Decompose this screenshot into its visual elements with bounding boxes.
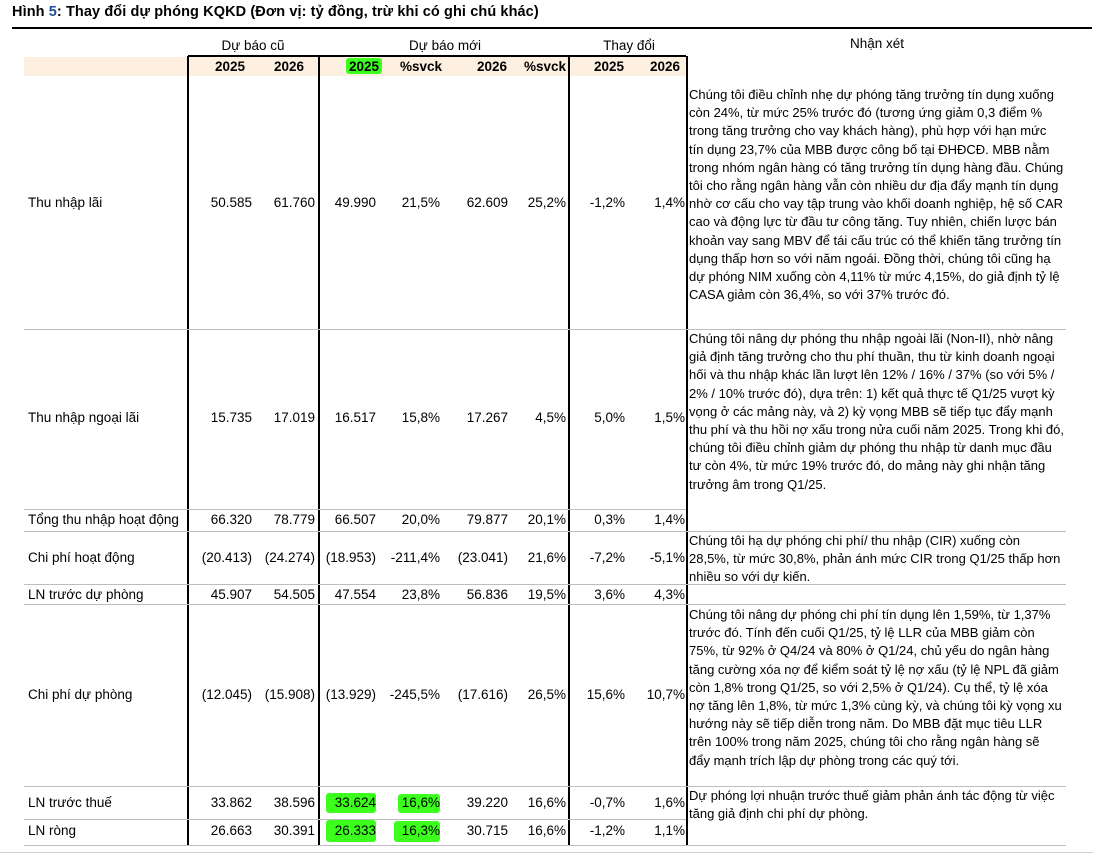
header-comment: Nhận xét bbox=[849, 36, 905, 51]
cell-yoy-2025: 15,8% bbox=[401, 410, 440, 425]
comment-pretax-profit: Dự phóng lợi nhuận trước thuế giảm phản ánh tác động từ việc tăng giả định chi phí dự phòng. bbox=[689, 788, 1055, 822]
cell-change-2026: 1,5% bbox=[654, 410, 685, 425]
header-new-2026: 2026 bbox=[476, 59, 508, 74]
cell-yoy-2025: -211,4% bbox=[390, 550, 440, 565]
caption-rule bbox=[12, 27, 1092, 29]
cell-change-2026: 10,7% bbox=[646, 687, 685, 702]
cell-old-2026: 61.760 bbox=[273, 195, 315, 210]
header-new-forecast: Dự báo mới bbox=[409, 38, 481, 53]
header-line bbox=[188, 55, 686, 57]
figure-caption bbox=[12, 4, 539, 20]
column-divider bbox=[686, 56, 688, 846]
cell-new-2025: 33.624 bbox=[334, 795, 376, 810]
cell-yoy-2025: 16,6% bbox=[401, 795, 440, 810]
cell-change-2026: 1,4% bbox=[654, 195, 685, 210]
row-label: Chi phí hoạt động bbox=[28, 550, 135, 565]
cell-old-2026: 78.779 bbox=[273, 512, 315, 527]
cell-change-2025: -1,2% bbox=[589, 823, 625, 838]
cell-new-2025: 66.507 bbox=[334, 512, 376, 527]
cell-new-2026: 17.267 bbox=[466, 410, 508, 425]
comment-provision-expense: Chúng tôi nâng dự phóng chi phí tín dụng lên 1,59%, từ 1,37% trước đó. Tính đến cuối Q1/25, tỷ lệ LLR của MBB giảm còn 75%, từ 92% ở Q4/24 và 80% ở Q1/24, chủ yếu do ngân hàng tăng cường xóa nợ để kiểm soát tỷ lệ nợ xấu (tỷ lệ NPL đã giảm còn 1,8% trong Q1/25, so với 2,5% ở Q1/24). Cụ thể, tỷ lệ xóa nợ tăng lên 1,8%, từ mức 1,3% cùng kỳ, và chúng tôi kỳ vọng xu hướng này sẽ tiếp diễn trong năm. Do MBB đặt mục tiêu LLR trên 100% trong năm 2025, chúng tôi cho rằng ngân hàng sẽ đẩy mạnh trích lập dự phòng trong các quý tới. bbox=[689, 607, 1062, 768]
cell-change-2025: 3,6% bbox=[594, 587, 625, 602]
row-divider bbox=[24, 845, 1066, 846]
row-divider bbox=[24, 604, 1066, 605]
cell-yoy-2025: 23,8% bbox=[401, 587, 440, 602]
cell-yoy-2026: 20,1% bbox=[527, 512, 566, 527]
cell-yoy-2025: 20,0% bbox=[401, 512, 440, 527]
cell-change-2025: -7,2% bbox=[589, 550, 625, 565]
header-old-2026: 2026 bbox=[273, 59, 305, 74]
cell-new-2025: (18.953) bbox=[325, 550, 376, 565]
cell-new-2026: 79.877 bbox=[466, 512, 508, 527]
cell-old-2025: 26.663 bbox=[210, 823, 252, 838]
cell-change-2026: 1,1% bbox=[654, 823, 685, 838]
cell-old-2025: 66.320 bbox=[210, 512, 252, 527]
column-divider bbox=[318, 56, 320, 846]
page-bottom-rule bbox=[0, 852, 1093, 853]
cell-old-2026: 38.596 bbox=[273, 795, 315, 810]
cell-old-2026: 30.391 bbox=[273, 823, 315, 838]
caption-text: : Thay đổi dự phóng KQKD (Đơn vị: tỷ đồng, trừ khi có ghi chú khác) bbox=[56, 4, 539, 20]
header-new-yoy-2025: %svck bbox=[399, 59, 443, 74]
cell-yoy-2026: 25,2% bbox=[527, 195, 566, 210]
cell-old-2025: 33.862 bbox=[210, 795, 252, 810]
row-label: Thu nhập ngoại lãi bbox=[28, 410, 140, 425]
cell-change-2025: 0,3% bbox=[594, 512, 625, 527]
comment-non-interest-income: Chúng tôi nâng dự phóng thu nhập ngoài lãi (Non-II), nhờ nâng giả định tăng trưởng cho thu phí thuần, thu từ kinh doanh ngoại hối và thu nhập khác lần lượt lên 12% / 16% / 37% (so với 5% / 2% / 10% trước đó), dựa trên: 1) kết quả thực tế Q1/25 vượt kỳ vọng ở các mảng này, và 2) kỳ vọng MBB sẽ tiếp tục đẩy mạnh thu phí và thu hồi nợ xấu trong nửa cuối năm 2025. Trong khi đó, chúng tôi điều chỉnh giảm dự phóng thu nhập từ danh mục đầu tư còn 4%, từ mức 19% trước đó, do mảng này ghi nhận tăng trưởng âm trong Q1/25. bbox=[689, 331, 1064, 492]
cell-change-2025: 5,0% bbox=[594, 410, 625, 425]
cell-yoy-2026: 19,5% bbox=[527, 587, 566, 602]
row-label: LN trước thuế bbox=[28, 795, 112, 810]
cell-change-2026: 1,6% bbox=[654, 795, 685, 810]
cell-yoy-2025: 16,3% bbox=[401, 823, 440, 838]
header-change-2026: 2026 bbox=[649, 59, 681, 74]
cell-yoy-2026: 16,6% bbox=[527, 823, 566, 838]
header-old-2025: 2025 bbox=[214, 59, 246, 74]
cell-yoy-2026: 16,6% bbox=[527, 795, 566, 810]
cell-old-2025: 50.585 bbox=[210, 195, 252, 210]
cell-old-2025: 15.735 bbox=[210, 410, 252, 425]
caption-prefix: Hình bbox=[12, 4, 49, 20]
row-label: Chi phí dự phòng bbox=[28, 687, 133, 702]
cell-yoy-2026: 4,5% bbox=[535, 410, 566, 425]
row-label: LN trước dự phòng bbox=[28, 587, 144, 602]
cell-change-2026: 4,3% bbox=[654, 587, 685, 602]
cell-yoy-2025: -245,5% bbox=[389, 687, 440, 702]
cell-yoy-2026: 21,6% bbox=[527, 550, 566, 565]
cell-new-2026: 62.609 bbox=[466, 195, 508, 210]
comment-operating-expense: Chúng tôi hạ dự phóng chi phí/ thu nhập (CIR) xuống còn 28,5%, từ mức 30,8%, phản ánh mức CIR trong Q1/25 thấp hơn nhiều so với dự kiến. bbox=[689, 533, 1061, 585]
cell-new-2026: (17.616) bbox=[457, 687, 508, 702]
cell-new-2025: 47.554 bbox=[334, 587, 376, 602]
cell-old-2025: 45.907 bbox=[210, 587, 252, 602]
row-label: LN ròng bbox=[28, 823, 77, 838]
header-change-2025: 2025 bbox=[593, 59, 625, 74]
cell-new-2025: (13.929) bbox=[325, 687, 376, 702]
cell-change-2025: 15,6% bbox=[586, 687, 625, 702]
cell-new-2025: 49.990 bbox=[334, 195, 376, 210]
cell-change-2025: -0,7% bbox=[589, 795, 625, 810]
header-new-2025: 2025 bbox=[348, 59, 380, 74]
row-divider bbox=[24, 509, 686, 510]
cell-yoy-2026: 26,5% bbox=[527, 687, 566, 702]
caption-number: 5 bbox=[48, 4, 57, 20]
cell-new-2026: 39.220 bbox=[466, 795, 508, 810]
row-label: Thu nhập lãi bbox=[28, 195, 103, 210]
cell-old-2026: 17.019 bbox=[273, 410, 315, 425]
cell-change-2026: 1,4% bbox=[654, 512, 685, 527]
cell-old-2026: (24.274) bbox=[264, 550, 315, 565]
cell-old-2025: (20.413) bbox=[201, 550, 252, 565]
cell-new-2026: 56.836 bbox=[466, 587, 508, 602]
row-label: Tổng thu nhập hoạt động bbox=[28, 512, 179, 527]
header-change: Thay đổi bbox=[603, 38, 655, 53]
cell-old-2025: (12.045) bbox=[201, 687, 252, 702]
cell-new-2025: 16.517 bbox=[334, 410, 376, 425]
header-old-forecast: Dự báo cũ bbox=[221, 38, 285, 53]
comment-interest-income: Chúng tôi điều chỉnh nhẹ dự phóng tăng trưởng tín dụng xuống còn 24%, từ mức 25% trước đó (tương ứng giảm 0,3 điểm % trong tăng trưởng cho vay khách hàng), phù hợp với hạn mức tín dụng 23,7% của MBB được công bố tại ĐHĐCĐ. MBB nằm trong nhóm ngân hàng có tăng trưởng tín dụng hàng đầu. Chúng tôi cho rằng ngân hàng vẫn còn nhiều dư địa đẩy mạnh tín dụng nhờ cơ cấu cho vay tập trung vào khối doanh nghiệp, hệ số CAR cao và động lực từ đầu tư công tăng. Tuy nhiên, chiến lược bán khoản vay sang MBV để tái cấu trúc có thể khiến tăng trưởng tín dụng thấp hơn so với năm ngoái. Đồng thời, chúng tôi cũng hạ dự phóng NIM xuống còn 4,11% từ mức 4,15%, do giả định tỷ lệ CASA giảm còn 36,4%, so với 37% trước đó. bbox=[689, 87, 1064, 303]
cell-change-2026: -5,1% bbox=[649, 550, 685, 565]
cell-old-2026: (15.908) bbox=[264, 687, 315, 702]
cell-new-2025: 26.333 bbox=[334, 823, 376, 838]
column-divider bbox=[568, 56, 570, 846]
cell-new-2026: (23.041) bbox=[457, 550, 508, 565]
cell-new-2026: 30.715 bbox=[466, 823, 508, 838]
column-divider bbox=[187, 56, 189, 846]
cell-change-2025: -1,2% bbox=[589, 195, 625, 210]
cell-yoy-2025: 21,5% bbox=[401, 195, 440, 210]
cell-old-2026: 54.505 bbox=[273, 587, 315, 602]
header-new-yoy-2026: %svck bbox=[523, 59, 567, 74]
